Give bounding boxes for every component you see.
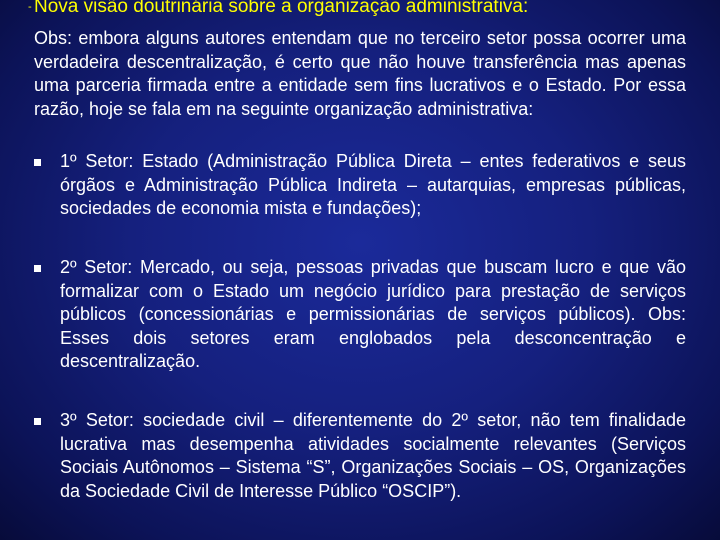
intro-paragraph: Obs: embora alguns autores entendam que no terceiro setor possa ocorrer uma verdadeira descentralização, é certo que não houve transferência mas apenas uma parceria firmada entre a entidade sem fins lucrativos e o Estado. Por essa razão, hoje se fala em na seguinte organização administrativa: xyxy=(34,28,686,119)
title-marker: - xyxy=(28,1,32,13)
slide-title xyxy=(28,0,686,18)
bullet-item-first-sector xyxy=(34,150,686,221)
bullet-text: 3º Setor: sociedade civil – diferentemente do 2º setor, não tem finalidade lucrativa mas desempenha atividades socialmente relevantes (Serviços Sociais Autônomos – Sistema “S”, Organizações Sociais – OS, Organizações da Sociedade Civil de Interesse Público “OSCIP”). xyxy=(60,410,686,501)
bullet-text: 2º Setor: Mercado, ou seja, pessoas privadas que buscam lucro e que vão formalizar com o Estado um negócio jurídico para prestação de serviços públicos (concessionárias e permissionárias de serviços públicos). Obs: Esses dois setores eram englobados pela desconcentração e descentralização. xyxy=(60,257,686,371)
square-bullet-icon xyxy=(34,418,41,425)
bullet-item-second-sector xyxy=(34,256,686,374)
bullet-text: 1º Setor: Estado (Administração Pública Direta – entes federativos e seus órgãos e Administração Pública Indireta – autarquias, empresas públicas, sociedades de economia mista e fundações); xyxy=(60,151,686,218)
bullet-item-third-sector xyxy=(34,409,686,503)
square-bullet-icon xyxy=(34,265,41,272)
slide-title-text: Nova visão doutrinária sobre a organização administrativa: xyxy=(34,0,529,17)
square-bullet-icon xyxy=(34,159,41,166)
